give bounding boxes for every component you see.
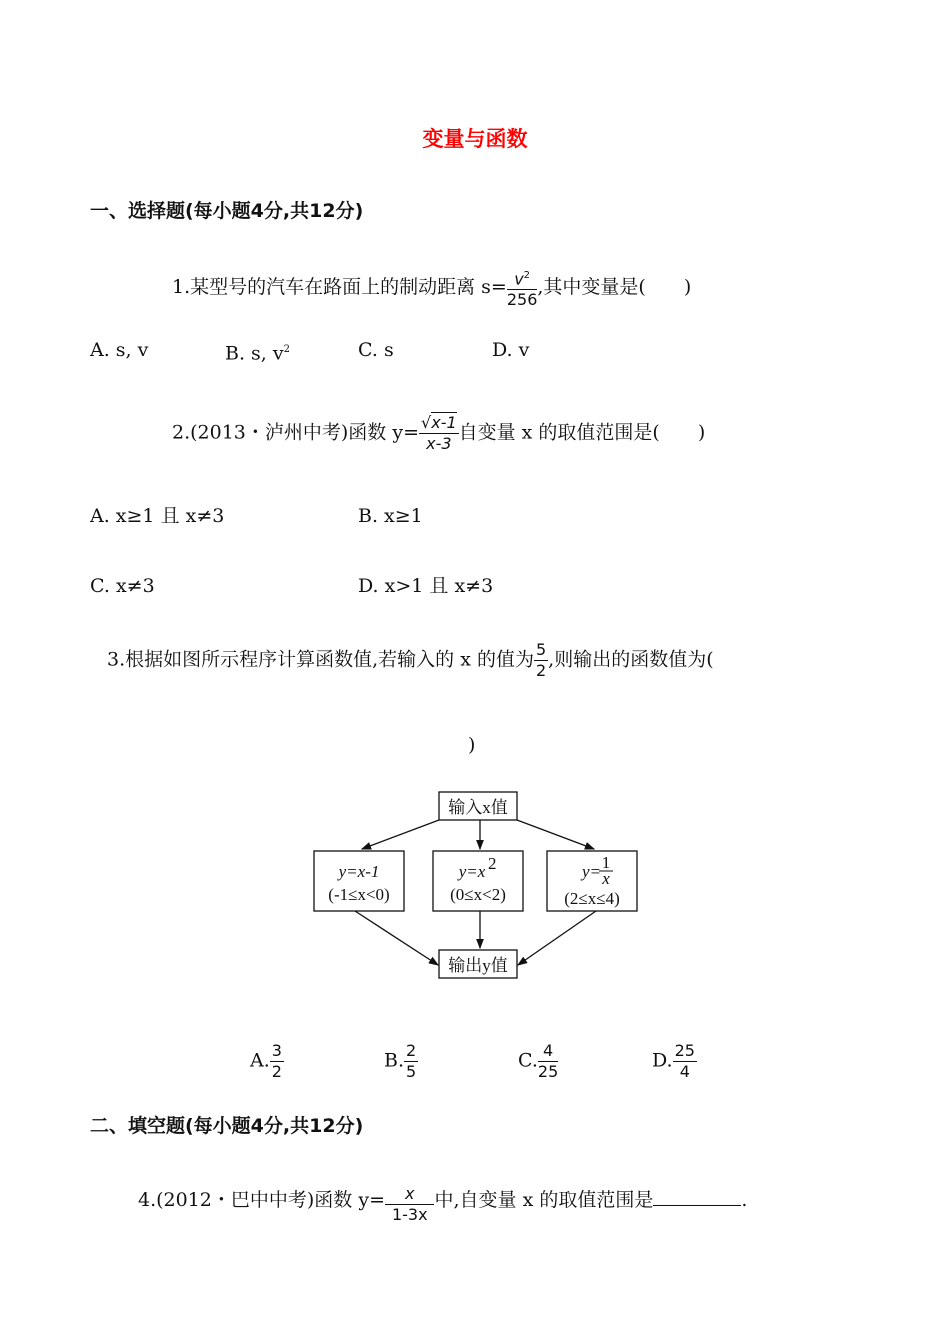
q1-option-b-exp: 2 [283,344,290,355]
section-heading-fill: 二、填空题(每小题4分,共12分) [90,1115,364,1137]
q3-prefix: 3.根据如图所示程序计算函数值,若输入的 x 的值为 [107,648,534,671]
option-num: 3 [271,1041,282,1060]
q4-answer-blank[interactable] [653,1187,741,1206]
q4-end: . [741,1189,748,1211]
q1-num-exp: 2 [523,270,531,281]
case3-den: x [602,869,610,888]
question-2 [172,413,705,454]
q3-option-d[interactable] [652,1041,697,1082]
q4-prefix: 4.(2012・巴中中考)函数 y= [138,1189,386,1211]
q2-num: x-1 [431,413,457,432]
case2-formula: y=x [458,862,486,881]
q2-fraction: $\frac{√x-1}{x-3}$ [421,413,457,453]
option-num: 2 [406,1041,417,1060]
q2-prefix: 2.(2013・泸州中考)函数 y= [172,421,420,444]
q1-den: 256 [506,290,538,310]
q2-option-d[interactable]: D. x>1 且 x≠3 [358,575,494,597]
option-label: C. [518,1049,538,1072]
q3-suffix: ,则输出的函数值为( [548,648,714,671]
q1-prefix: 1.某型号的汽车在路面上的制动距离 s= [172,276,507,299]
input-label: 输入x值 [448,798,508,817]
q1-option-b-text: B. s, v [225,342,284,365]
arrow [355,911,438,965]
q3-fraction [534,640,548,681]
case1-range: (-1≤x<0) [328,885,390,904]
q1-num: v [514,269,524,289]
case2-range: (0≤x<2) [450,885,506,904]
option-den: 25 [537,1062,559,1081]
q3-den: 2 [535,661,547,680]
arrow [517,820,594,849]
q2-den: x-3 [426,434,452,453]
flowchart-diagram [300,780,650,990]
arrow [518,911,596,965]
question-3 [107,640,714,681]
arrow [362,820,439,849]
case3-num: 1 [601,853,611,872]
q4-suffix: 中,自变量 x 的取值范围是 [434,1189,654,1211]
option-den: 4 [679,1062,690,1081]
q3-option-b[interactable] [384,1041,418,1082]
case1-formula: y=x-1 [338,862,380,881]
question-4 [138,1184,747,1225]
q2-option-c[interactable]: C. x≠3 [90,575,155,597]
q1-option-b[interactable] [225,338,290,365]
question-1 [172,266,691,310]
case3-formula: y= [582,862,602,881]
q1-fraction [507,266,538,310]
q3-close-paren: ) [468,734,476,756]
q1-option-a[interactable]: A. s, v [90,339,149,361]
q4-num: x [385,1184,434,1205]
q3-option-c[interactable] [518,1041,558,1082]
q4-den: 1-3x [391,1205,428,1224]
option-label: B. [384,1049,405,1072]
q3-option-a[interactable] [250,1041,284,1082]
q1-option-c[interactable]: C. s [358,339,394,361]
q4-fraction [385,1184,434,1225]
case2-exp: 2 [488,854,497,873]
output-label: 输出y值 [448,956,508,975]
option-label: A. [250,1049,270,1072]
page-title: 变量与函数 [422,127,528,151]
option-den: 2 [271,1062,282,1081]
q2-suffix: 自变量 x 的取值范围是( ) [458,421,706,444]
q1-suffix: ,其中变量是( ) [537,276,692,299]
option-num: 4 [538,1041,558,1062]
section-heading-choice: 一、选择题(每小题4分,共12分) [90,200,364,222]
option-num: 25 [674,1041,695,1060]
q2-option-b[interactable]: B. x≥1 [358,505,423,527]
case3-range: (2≤x≤4) [564,889,620,908]
option-den: 5 [406,1062,417,1081]
option-label: D. [652,1049,673,1072]
q2-option-a[interactable]: A. x≥1 且 x≠3 [90,505,225,527]
q3-num: 5 [535,640,547,659]
q1-option-d[interactable]: D. v [492,339,530,361]
